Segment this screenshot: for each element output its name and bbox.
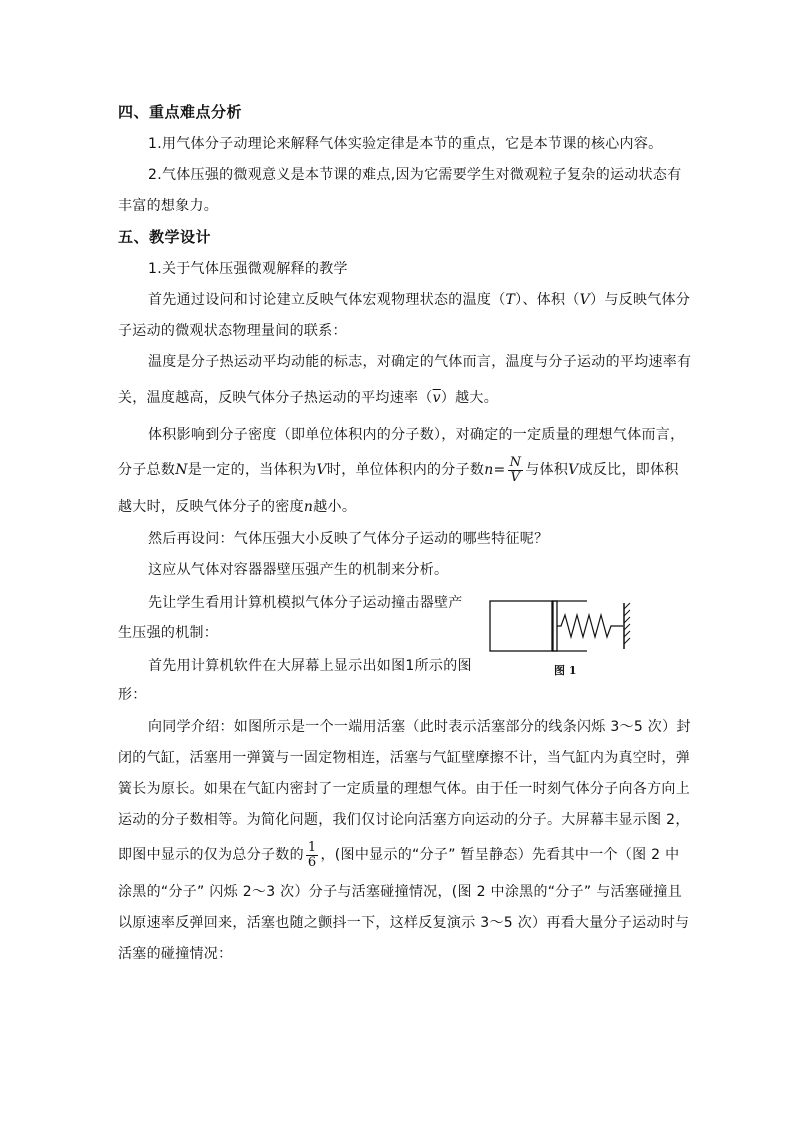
section4-point-1: 1.用气体分子动理论来解释气体实验定律是本节的重点，它是本节课的核心内容。 [148, 136, 663, 152]
section4-point-2-cont: 丰富的想象力。 [118, 198, 219, 214]
simulation-line2: 生压强的机制： [118, 625, 219, 641]
introduction-line6: 涂黑的“分子” 闪烁 2～3 次）分子与活塞碰撞情况，(图 2 中涂黑的“分子” 与活塞碰撞且 [118, 884, 682, 900]
spring [557, 615, 623, 637]
volume-line1: 体积影响到分子密度（即单位体积内的分子数），对确定的一定质量的理想气体而言， [148, 427, 685, 443]
introduction-line2: 闭的气缸，活塞用一弹簧与一固定物相连，活塞与气缸壁摩擦不计，当气缸内为真空时，弹 [118, 750, 690, 766]
question-line1: 然后再设问：气体压强大小反映了气体分子运动的哪些特征呢？ [148, 531, 549, 547]
paragraph-intro-line1: 首先通过设问和讨论建立反映气体宏观物理状态的温度（T）、体积（V）与反映气体分 [148, 292, 691, 308]
cylinder-outline [490, 601, 552, 651]
introduction-line7: 以原速率反弹回来，活塞也随之颤抖一下，这样反复演示 3～5 次）再看大量分子运动时与 [118, 915, 690, 931]
formula-one-sixth: $\frac{1}{6}$ [307, 839, 317, 870]
section5-heading: 五、教学设计 [118, 228, 212, 246]
piston [553, 601, 557, 651]
temperature-line1: 温度是分子热运动平均动能的标志，对确定的气体而言，温度与分子运动的平均速率有 [148, 354, 692, 370]
figure-1-caption: 图 1 [554, 664, 577, 677]
display-line2: 形： [118, 687, 147, 703]
paragraph-intro-line2: 子运动的微观状态物理量间的联系： [118, 323, 347, 339]
simulation-line1: 先让学生看用计算机模拟气体分子运动撞击器壁产 [148, 595, 463, 611]
introduction-line1: 向同学介绍：如图所示是一个一端用活塞（此时表示活塞部分的线条闪烁 3～5 次）封 [148, 719, 691, 735]
figure-1-cylinder-diagram [487, 595, 632, 657]
section4-heading: 四、重点难点分析 [118, 103, 243, 121]
introduction-line8: 活塞的碰撞情况： [118, 946, 233, 962]
introduction-line5: 即图中显示的仅为总分子数的 $\frac{1}{6}$ ，(图中显示的“分子” 暂呈静态）先看其中一个（图 2 中 [118, 839, 680, 870]
volume-line3: 越大时，反映气体分子的密度n越小。 [118, 499, 357, 515]
volume-line2: 分子总数N是一定的，当体积为V时，单位体积内的分子数n= $\frac{N}{V}$ 与体积V成反比，即体积 [118, 454, 679, 485]
section5-item-1: 1.关于气体压强微观解释的教学 [148, 261, 348, 277]
formula-n-equals-n-over-v: $\frac{N}{V}$ [509, 454, 522, 485]
display-line1: 首先用计算机软件在大屏幕上显示出如图1所示的图 [148, 658, 472, 674]
introduction-line3: 簧长为原长。如果在气缸内密封了一定质量的理想气体。由于任一时刻气体分子向各方向上 [118, 781, 690, 797]
temperature-line2: 关，温度越高，反映气体分子热运动的平均速率$(\overline{v})$越大。 [118, 390, 499, 406]
question-line2: 这应从气体对容器器壁压强产生的机制来分析。 [148, 562, 449, 578]
section4-point-2: 2.气体压强的微观意义是本节课的难点,因为它需要学生对微观粒子复杂的运动状态有 [148, 167, 682, 183]
introduction-line4: 运动的分子数相等。为简化问题，我们仅讨论向活塞方向运动的分子。大屏幕丰显示图 2， [118, 812, 690, 828]
fixed-wall-hatching [624, 603, 630, 644]
